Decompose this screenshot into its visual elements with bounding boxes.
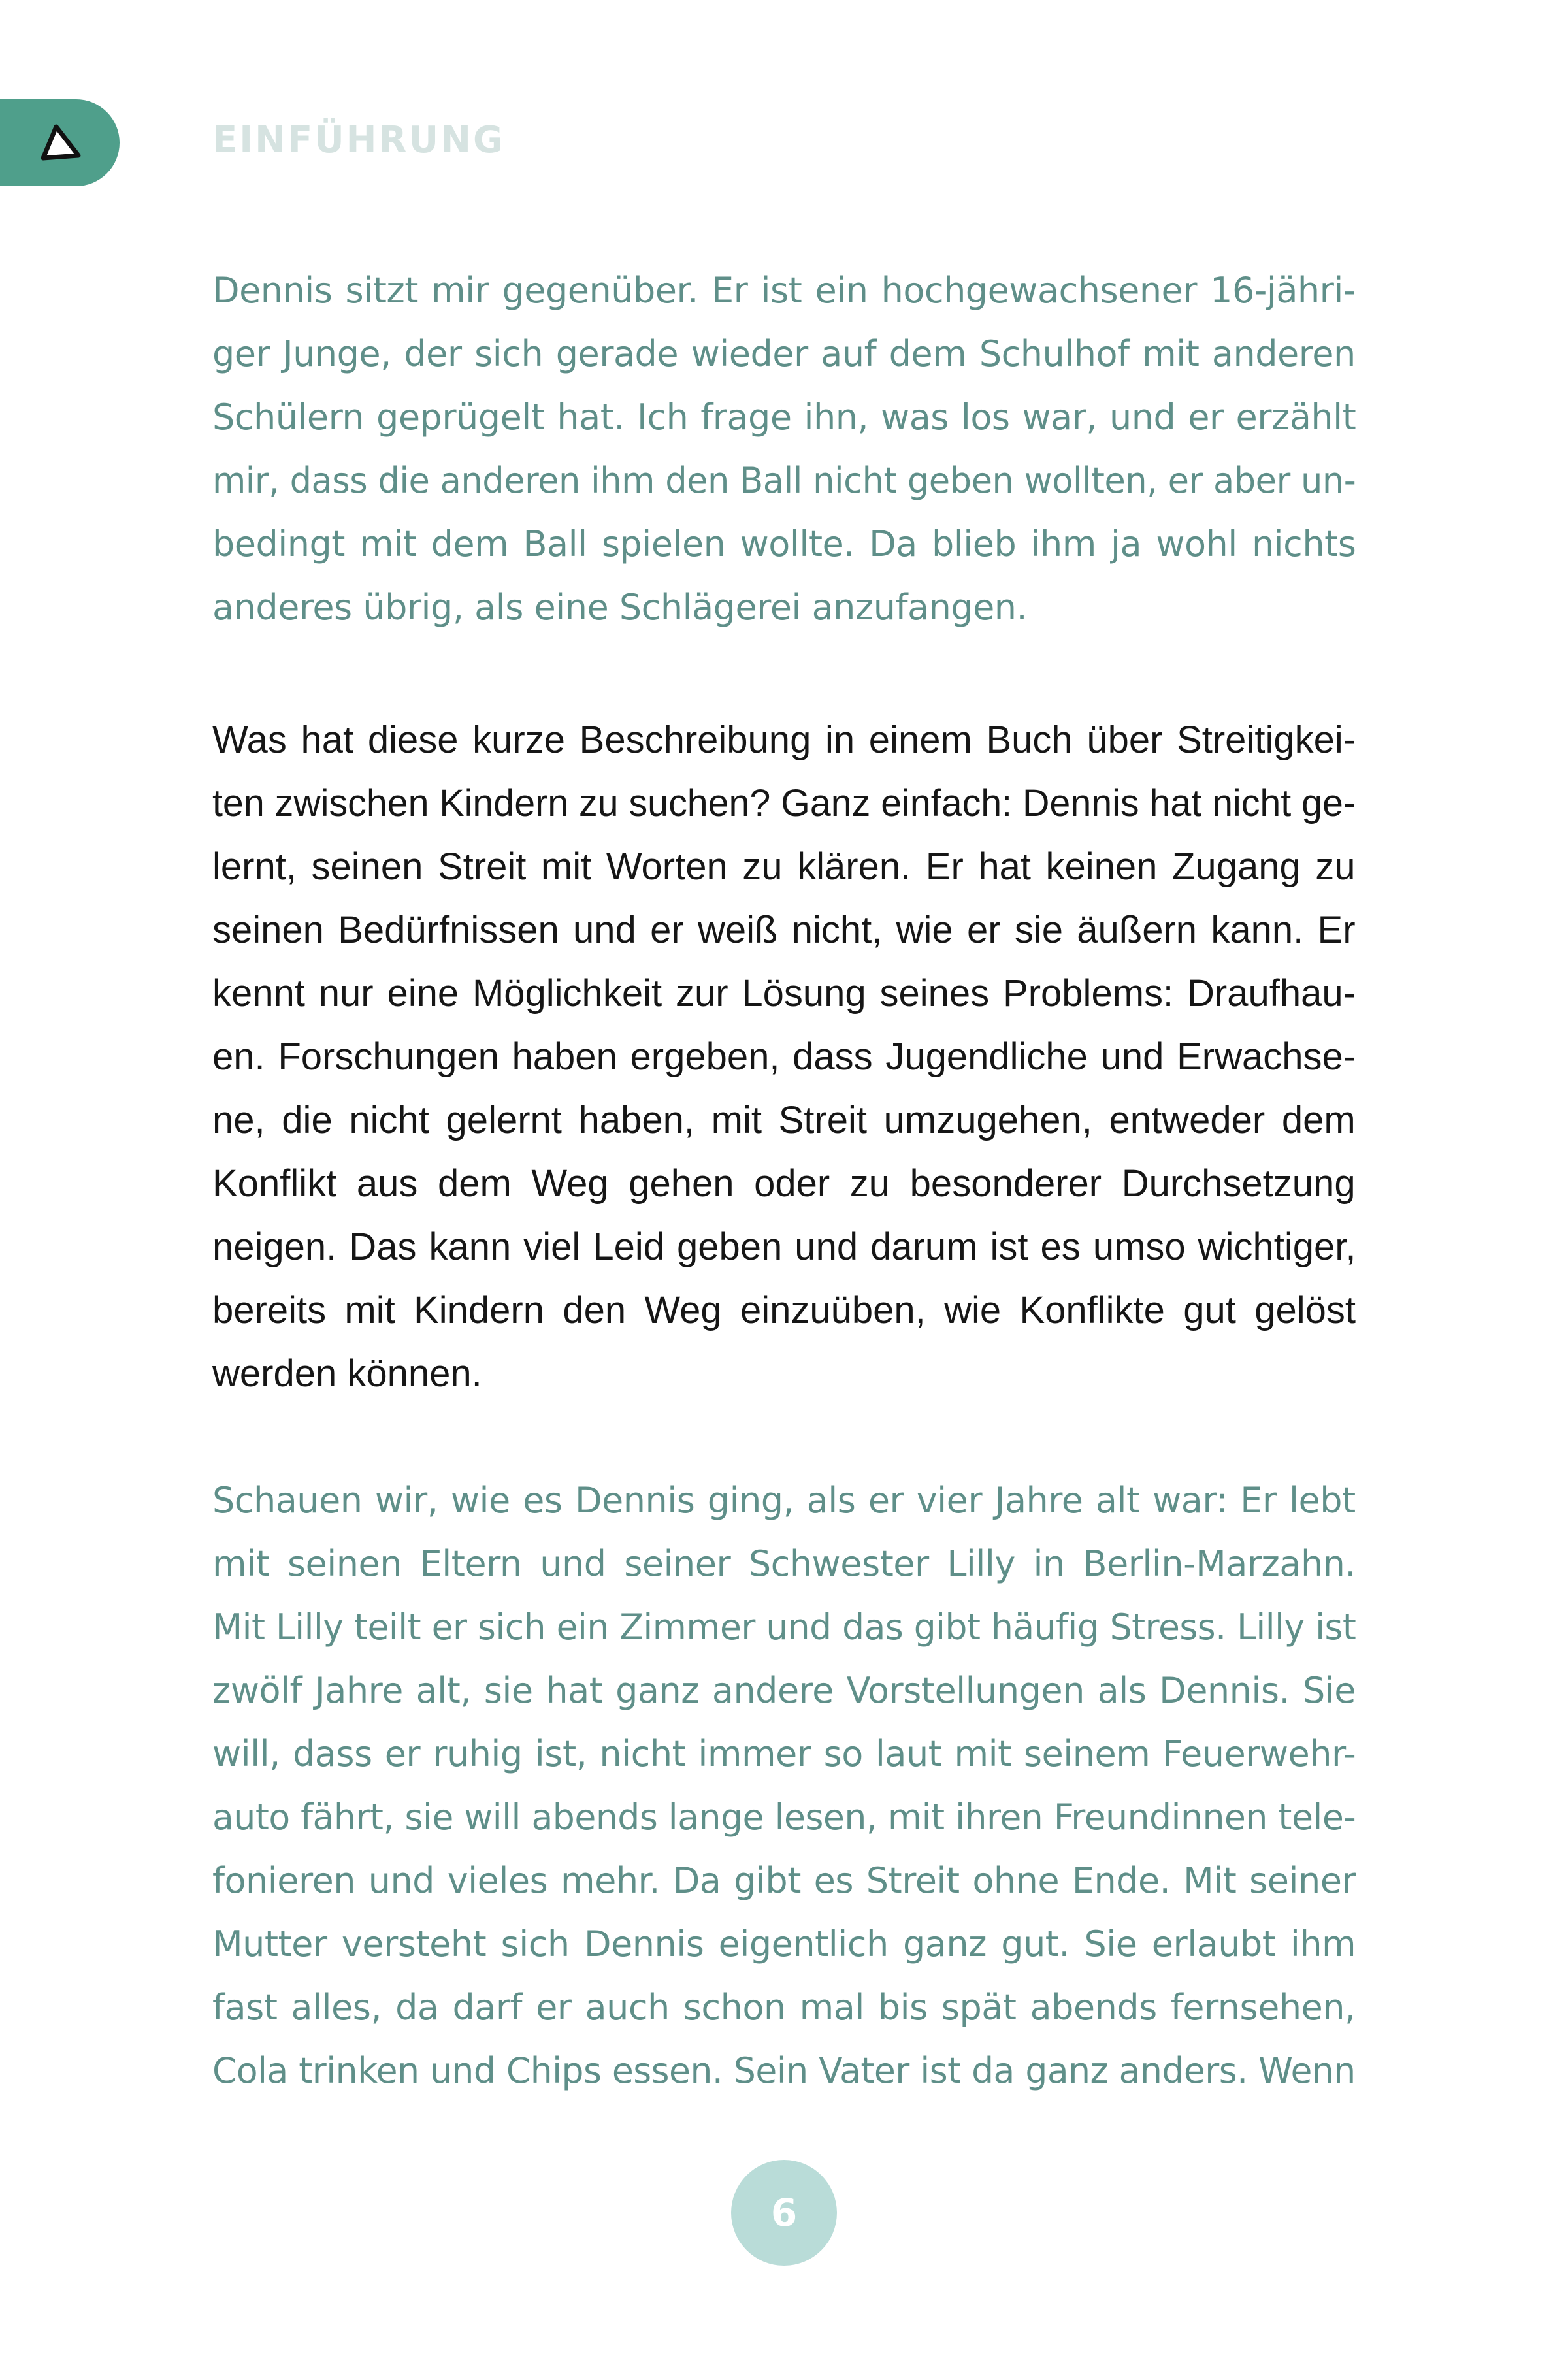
text-line: Konflikt aus dem Weg gehen oder zu besonderer Durchsetzung [212,1162,1356,1205]
text-line: zwölf Jahre alt, sie hat ganz andere Vorstellungen als Dennis. Sie [212,1670,1356,1711]
page-number-badge [731,2160,837,2266]
text-line: ger Junge, der sich gerade wieder auf dem Schulhof mit anderen [212,333,1356,374]
text-line: ne, die nicht gelernt haben, mit Streit umzugehen, entweder dem [212,1099,1356,1141]
chapter-tab [0,99,120,186]
text-line: ten zwischen Kindern zu suchen? Ganz einfach: Dennis hat nicht ge- [212,782,1356,824]
text-line: fonieren und vieles mehr. Da gibt es Streit ohne Ende. Mit seiner [212,1860,1356,1901]
text-line: auto fährt, sie will abends lange lesen, mit ihren Freundinnen tele- [212,1797,1356,1838]
text-line: mit seinen Eltern und seiner Schwester Lilly in Berlin-Marzahn. [212,1543,1356,1584]
text-line: seinen Bedürfnissen und er weiß nicht, wie er sie äußern kann. Er [212,909,1356,951]
text-line: Schauen wir, wie es Dennis ging, als er vier Jahre alt war: Er lebt [212,1480,1356,1521]
text-line: neigen. Das kann viel Leid geben und darum ist es umso wichtiger, [212,1226,1356,1268]
text-line: Mit Lilly teilt er sich ein Zimmer und das gibt häufig Stress. Lilly ist [212,1607,1356,1648]
text-line: Schülern geprügelt hat. Ich frage ihn, was los war, und er erzählt [212,397,1356,438]
text-line: werden können. [212,1352,482,1395]
text-line: Dennis sitzt mir gegenüber. Er ist ein hochgewachsener 16-jähri- [212,270,1356,311]
text-line: mir, dass die anderen ihm den Ball nicht geben wollten, er aber un- [212,460,1356,501]
text-line: bereits mit Kindern den Weg einzuüben, wie Konflikte gut gelöst [212,1289,1356,1331]
paragraph-explanation [212,708,1356,1405]
text-line: Cola trinken und Chips essen. Sein Vater ist da ganz anders. Wenn [212,2050,1356,2091]
text-line: fast alles, da darf er auch schon mal bis spät abends fernsehen, [212,1987,1356,2028]
text-line: bedingt mit dem Ball spielen wollte. Da blieb ihm ja wohl nichts [212,523,1356,564]
text-line: Was hat diese kurze Beschreibung in einem Buch über Streitigkei- [212,719,1356,761]
triangle-icon [39,123,82,162]
page-number: 6 [770,2191,798,2235]
text-line: Mutter versteht sich Dennis eigentlich ganz gut. Sie erlaubt ihm [212,1923,1356,1965]
paragraph-intro-story [212,259,1356,639]
paragraph-childhood-story [212,1469,1356,2102]
chapter-title: EINFÜHRUNG [212,119,505,161]
text-line: anderes übrig, als eine Schlägerei anzufangen. [212,587,1028,628]
text-line: will, dass er ruhig ist, nicht immer so laut mit seinem Feuerwehr- [212,1733,1356,1774]
text-line: en. Forschungen haben ergeben, dass Jugendliche und Erwachse- [212,1036,1356,1078]
text-line: kennt nur eine Möglichkeit zur Lösung seines Problems: Draufhau- [212,972,1356,1015]
text-line: lernt, seinen Streit mit Worten zu klären. Er hat keinen Zugang zu [212,845,1356,888]
